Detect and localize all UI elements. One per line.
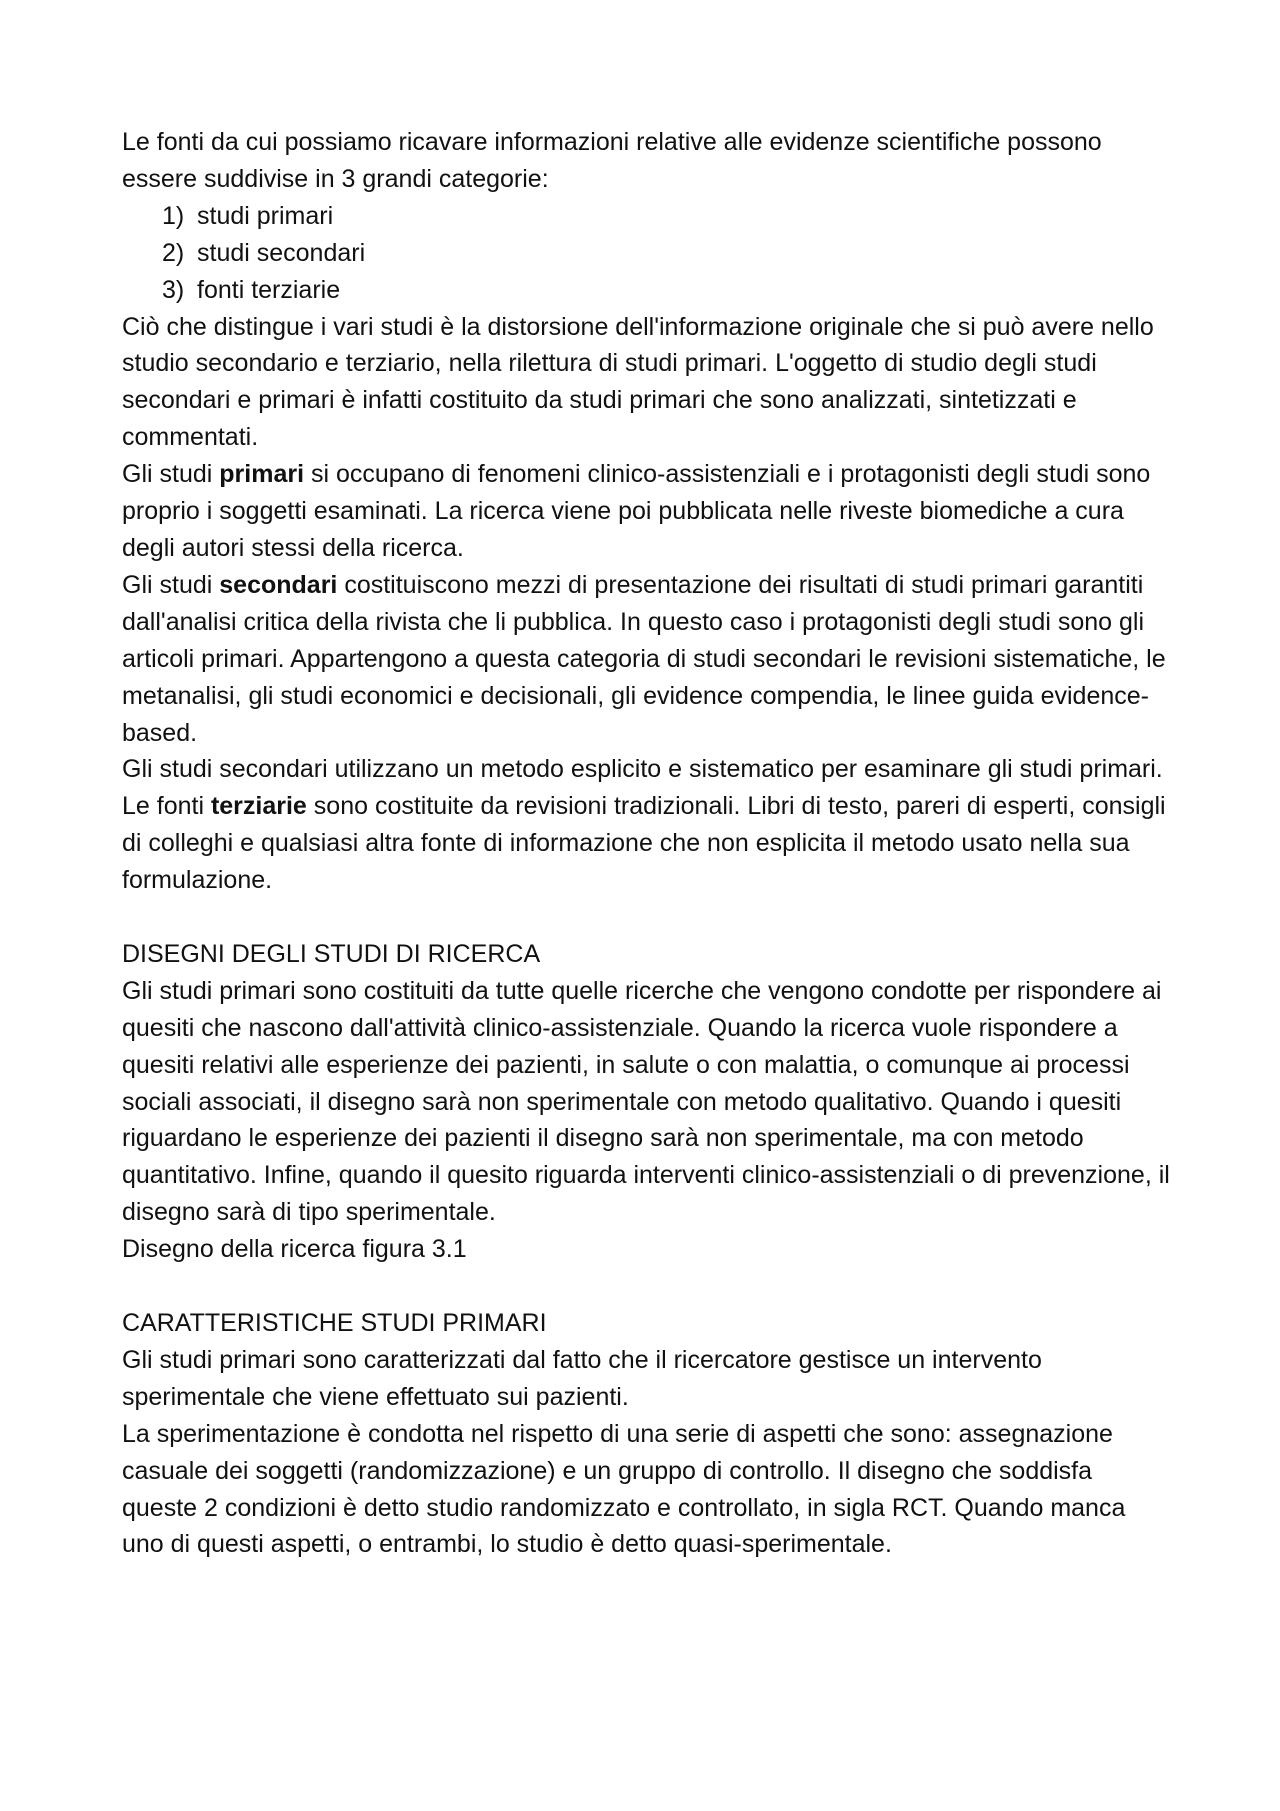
list-number: 2): [162, 238, 185, 267]
caratteristiche-paragraph-2: La sperimentazione è condotta nel rispetto di una serie di aspetti che sono: assegnazione casuale dei soggetti (randomizzazione) e un gruppo di controllo. Il disegno che soddisfa queste 2 condizioni è detto studio randomizzato e controllato, in sigla RCT. Quando manca uno di questi aspetti, o entrambi, lo studio è detto quasi-sperimentale.: [122, 1419, 1126, 1559]
document-page: [122, 124, 1172, 1563]
caratteristiche-paragraph-1: Gli studi primari sono caratterizzati dal fatto che il ricercatore gestisce un intervento sperimentale che viene effettuato sui pazienti.: [122, 1345, 1042, 1411]
bold-term: secondari: [219, 570, 338, 599]
figure-reference: Disegno della ricerca figura 3.1: [122, 1235, 467, 1264]
list-item: [122, 235, 1172, 272]
text-run: costituiscono mezzi di presentazione dei risultati di studi primari garantiti dall'analisi critica della rivista che li pubblica. In questo caso i protagonisti degli studi sono gli articoli primari. Appartengono a questa categoria di studi secondari le revisioni sistematiche, le metanalisi, gli studi economici e decisionali, gli evidence compendia, le linee guida evidence-based.: [122, 570, 1166, 747]
list-text: fonti terziarie: [197, 275, 341, 304]
secondari-paragraph: [122, 567, 1172, 752]
list-item: [122, 198, 1172, 235]
bold-term: primari: [219, 460, 305, 489]
metodo-paragraph: Gli studi secondari utilizzano un metodo esplicito e sistematico per esaminare gli studi primari.: [122, 755, 1163, 784]
text-run: si occupano di fenomeni clinico-assistenziali e i protagonisti degli studi sono proprio i soggetti esaminati. La ricerca viene poi pubblicata nelle riveste biomediche a cura degli autori stessi della ricerca.: [122, 460, 1151, 562]
disegni-paragraph: Gli studi primari sono costituiti da tutte quelle ricerche che vengono condotte per rispondere ai quesiti che nascono dall'attività clinico-assistenziale. Quando la ricerca vuole rispondere a quesiti relativi alle esperienze dei pazienti, in salute o con malattia, o comunque ai processi sociali associati, il disegno sarà non sperimentale con metodo qualitativo. Quando i quesiti riguardano le esperienze dei pazienti il disegno sarà non sperimentale, ma con metodo quantitativo. Infine, quando il quesito riguarda interventi clinico-assistenziali o di prevenzione, il disegno sarà di tipo sperimentale.: [122, 976, 1170, 1227]
blank-line: [122, 1268, 1172, 1305]
distorsione-paragraph: Ciò che distingue i vari studi è la distorsione dell'informazione originale che si può avere nello studio secondario e terziario, nella rilettura di studi primari. L'oggetto di studio degli studi secondari e primari è infatti costituito da studi primari che sono analizzati, sintetizzati e commentati.: [122, 312, 1154, 452]
text-run: sono costituite da revisioni tradizionali. Libri di testo, pareri di esperti, consigli di colleghi e qualsiasi altra fonte di informazione che non esplicita il metodo usato nella sua formulazione.: [122, 792, 1166, 895]
bold-term: terziarie: [210, 792, 307, 821]
terziarie-paragraph: [122, 788, 1172, 899]
categories-list: [122, 198, 1172, 309]
list-text: studi primari: [197, 201, 334, 230]
section-heading-caratteristiche: CARATTERISTICHE STUDI PRIMARI: [122, 1308, 547, 1337]
text-run: Gli studi: [122, 570, 220, 599]
primari-paragraph: [122, 456, 1172, 567]
section-heading-disegni: DISEGNI DEGLI STUDI DI RICERCA: [122, 939, 541, 968]
intro-paragraph: Le fonti da cui possiamo ricavare informazioni relative alle evidenze scientifiche possono essere suddivise in 3 grandi categorie:: [122, 128, 1102, 193]
list-number: 1): [162, 201, 185, 230]
list-text: studi secondari: [197, 238, 366, 267]
text-run: Gli studi: [122, 460, 220, 489]
list-number: 3): [162, 275, 185, 304]
text-run: Le fonti: [122, 792, 211, 821]
list-item: [122, 272, 1172, 309]
blank-line: [122, 899, 1172, 936]
